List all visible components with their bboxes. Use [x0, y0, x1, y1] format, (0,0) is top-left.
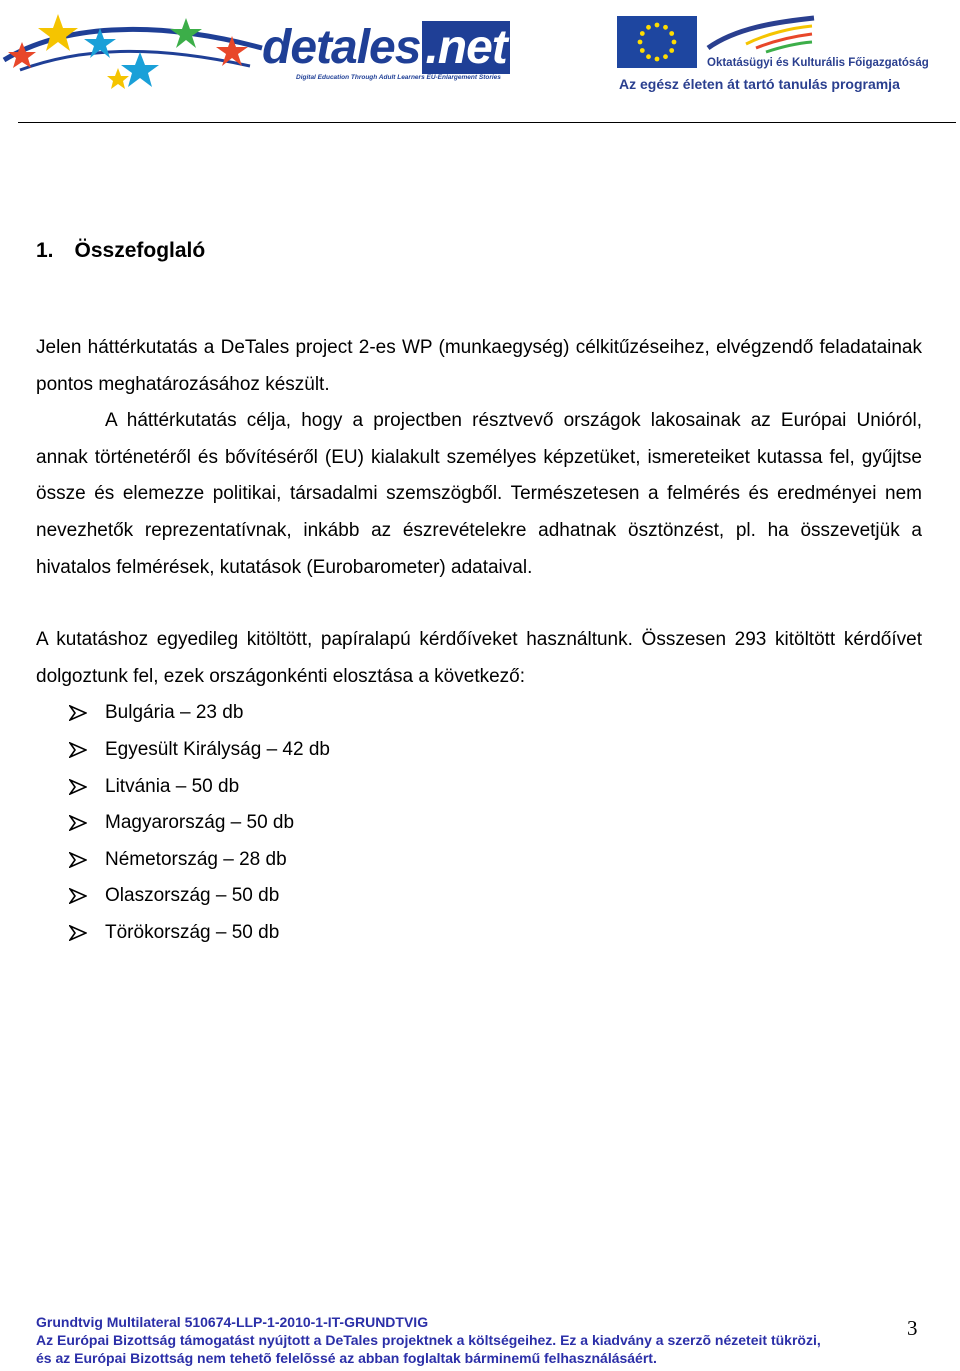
- list-item: [36, 915, 922, 952]
- list-item: [36, 695, 922, 732]
- list-item: [36, 769, 922, 806]
- country-list: [36, 695, 922, 951]
- footer-project-id: Grundtvig Multilateral 510674-LLP-1-2010-1-IT-GRUNDTVIG: [36, 1314, 429, 1330]
- page-header: [0, 0, 960, 124]
- eu-flag-icon: [617, 16, 697, 68]
- logo-tagline: Digital Education Through Adult Learners EU-Enlargement Stories: [296, 74, 501, 81]
- logo-main-text: detales: [262, 21, 421, 74]
- list-item-label: Bulgária – 23 db: [105, 702, 244, 724]
- stars-swoosh-logo-icon: [0, 8, 280, 94]
- logo-suffix-text: .net: [422, 21, 509, 74]
- agency-swoosh-icon: [706, 14, 816, 54]
- list-item: [36, 805, 922, 842]
- list-item-label: Olaszország – 50 db: [105, 885, 280, 907]
- list-item-label: Litvánia – 50 db: [105, 775, 240, 797]
- list-item-label: Magyarország – 50 db: [105, 812, 295, 834]
- section-title: 1. Összefoglaló: [36, 239, 206, 262]
- arrowhead-bullet-icon: [69, 888, 87, 904]
- arrowhead-bullet-icon: [69, 742, 87, 758]
- arrowhead-bullet-icon: [69, 815, 87, 831]
- arrowhead-bullet-icon: [69, 925, 87, 941]
- footer-disclaimer-line2: és az Európai Bizottság nem tehetõ felelõssé az abban foglaltak bárminemű felhasználásáért.: [36, 1350, 657, 1366]
- arrowhead-bullet-icon: [69, 779, 87, 795]
- page-number: 3: [907, 1316, 918, 1340]
- arrowhead-bullet-icon: [69, 705, 87, 721]
- list-item-label: Németország – 28 db: [105, 848, 287, 870]
- header-divider: [18, 122, 956, 123]
- paragraph-intro: Jelen háttérkutatás a DeTales project 2-es WP (munkaegység) célkitűzéseihez, elvégzendő feladatainak pontos meghatározásához készült.: [36, 337, 922, 395]
- paragraph-purpose: A háttérkutatás célja, hogy a projectben résztvevő országok lakosainak az Európai Unióról, annak történetéről és bővítéséről (EU) kialakult személyes képzetüket, ismereteiket kutassa fel, gyűjtse össze és elemezze politikai, társadalmi szemszögből. Természetesen a felmérés és eredményei nem nevezhetők reprezentatívnak, inkább az észrevételekre adhatnak ösztönzést, pl. ha összevetjük a hivatalos felmérések, kutatások (Eurobarometer) adataival.: [36, 410, 922, 578]
- list-item: [36, 878, 922, 915]
- agency-name: Oktatásügyi és Kulturális Főigazgatóság: [707, 57, 929, 69]
- document-body: [36, 236, 922, 952]
- logo-wordmark: [262, 20, 510, 75]
- page-footer: [36, 1313, 926, 1367]
- agency-program: Az egész életen át tartó tanulás programja: [619, 76, 900, 92]
- list-item-label: Egyesült Királyság – 42 db: [105, 738, 330, 760]
- footer-disclaimer-line1: Az Európai Bizottság támogatást nyújtott a DeTales projektnek a költségeihez. Ez a kiadvány a szerzõ nézeteit tükrözi,: [36, 1332, 821, 1348]
- paragraph-method: A kutatáshoz egyedileg kitöltött, papíralapú kérdőíveket használtunk. Összesen 293 kitöltött kérdőívet dolgoztunk fel, ezek országonkénti elosztása a következő:: [36, 629, 922, 687]
- list-item: [36, 842, 922, 879]
- list-item-label: Törökország – 50 db: [105, 921, 280, 943]
- arrowhead-bullet-icon: [69, 852, 87, 868]
- list-item: [36, 732, 922, 769]
